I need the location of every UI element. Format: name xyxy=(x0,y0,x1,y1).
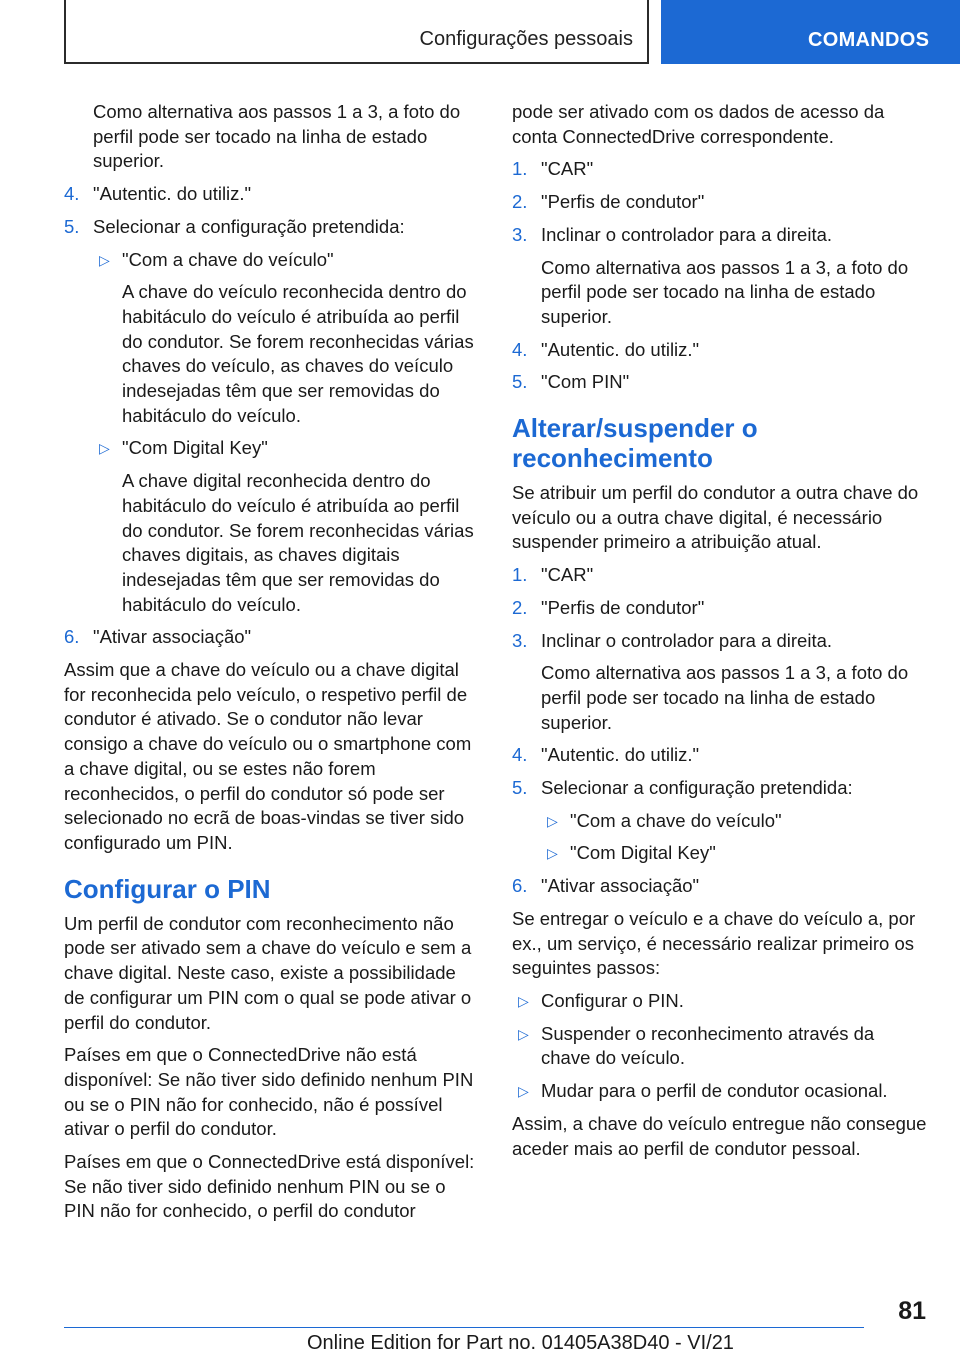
header-section-box xyxy=(64,0,649,64)
step-2: 2. "Perfis de condutor" xyxy=(512,596,705,618)
paragraph: Países em que o ConnectedDrive não está disponível: Se não tiver sido definido nenhum PIN ou se o PIN não for conhecido, não é possível ativar o perfil do condutor. xyxy=(64,1044,474,1140)
triangle-bullet-icon: ▷ xyxy=(518,1025,529,1042)
step-4: 4. "Autentic. do utiliz." xyxy=(64,183,252,205)
section-title: Configurações pessoais xyxy=(419,28,633,50)
paragraph: Assim que a chave do veículo ou a chave digital for reconhecida pelo veículo, o respetivo perfil de condutor é ativado. Se o condutor não levar consigo a chave do veículo ou o smartphone com a chave digital, ou se estes não forem reconhecidos, o perfil do condutor só pode ser selecionado no ecrã de boas-vindas se tiver sido configurado um PIN. xyxy=(64,659,472,853)
left-column xyxy=(64,100,480,1232)
step-4: 4. "Autentic. do utiliz." xyxy=(512,744,700,766)
page-number: 81 xyxy=(898,1297,926,1325)
paragraph: Países em que o ConnectedDrive está disponível: Se não tiver sido definido nenhum PIN ou se o PIN não for conhecido, o perfil do condutor xyxy=(64,1151,475,1222)
step-1: 1. "CAR" xyxy=(512,564,594,586)
step-5: 5. Selecionar a configuração pretendida: xyxy=(512,777,853,799)
option-vehicle-key-desc: A chave do veículo reconhecida dentro do habitáculo do veículo é atribuída ao perfil do condutor. Se forem reconhecidas várias chaves do veículo, as chaves do veículo indesejadas têm que ser removidas do habitáculo do veículo. xyxy=(122,281,474,426)
option-vehicle-key: ▷ "Com a chave do veículo" xyxy=(541,809,928,834)
triangle-bullet-icon: ▷ xyxy=(99,251,110,268)
option-digital-key: ▷ "Com Digital Key" xyxy=(93,436,480,461)
chapter-title: COMANDOS xyxy=(808,29,930,51)
section-heading: Alterar/suspender o reconhecimento xyxy=(512,413,758,474)
paragraph: Assim, a chave do veículo entregue não consegue aceder mais ao perfil de condutor pessoal. xyxy=(512,1112,927,1159)
option-digital-key-desc: A chave digital reconhecida dentro do habitáculo do veículo é atribuída ao perfil do condutor. Se forem reconhecidas várias chaves digitais, as chaves digitais indesejadas têm que ser removidas do habitáculo do veículo. xyxy=(122,470,474,615)
paragraph: Se entregar o veículo e a chave do veículo a, por ex., um serviço, é necessário realizar primeiro os seguintes passos: xyxy=(512,907,916,979)
step-2: 2. "Perfis de condutor" xyxy=(512,191,705,213)
bullet-item: ▷ Configurar o PIN. xyxy=(512,989,928,1014)
step-3: 3. Inclinar o controlador para a direita. xyxy=(512,223,833,245)
option-digital-key: ▷ "Com Digital Key" xyxy=(541,841,928,866)
step-4: 4. "Autentic. do utiliz." xyxy=(512,338,700,360)
step-continuation: Como alternativa aos passos 1 a 3, a foto do perfil pode ser tocado na linha de estado superior. xyxy=(93,101,461,172)
bullet-item: ▷ Mudar para o perfil de condutor ocasional. xyxy=(512,1079,928,1104)
step-3: 3. Inclinar o controlador para a direita. xyxy=(512,629,833,651)
option-vehicle-key: ▷ "Com a chave do veículo" xyxy=(93,248,480,273)
step-6: 6. "Ativar associação" xyxy=(512,875,700,897)
footer-divider xyxy=(64,1327,864,1328)
step-continuation: Como alternativa aos passos 1 a 3, a foto do perfil pode ser tocado na linha de estado superior. xyxy=(541,662,909,733)
bullet-item: ▷ Suspender o reconhecimento através da chave do veículo. xyxy=(512,1022,928,1071)
triangle-bullet-icon: ▷ xyxy=(547,812,558,829)
right-column xyxy=(512,100,928,1169)
paragraph: pode ser ativado com os dados de acesso da conta ConnectedDrive correspondente. xyxy=(512,101,885,147)
step-6: 6. "Ativar associação" xyxy=(64,626,252,648)
step-1: 1. "CAR" xyxy=(512,158,594,180)
triangle-bullet-icon: ▷ xyxy=(518,1083,529,1100)
triangle-bullet-icon: ▷ xyxy=(547,845,558,862)
paragraph: Se atribuir um perfil do condutor a outra chave do veículo ou a outra chave digital, é necessário suspender primeiro a atribuição atual. xyxy=(512,482,919,553)
step-5: 5. Selecionar a configuração pretendida: xyxy=(64,215,405,237)
chapter-tab xyxy=(661,0,960,64)
section-heading: Configurar o PIN xyxy=(64,873,271,904)
paragraph: Um perfil de condutor com reconhecimento não pode ser ativado sem a chave do veículo e sem a chave digital. Neste caso, existe a possibilidade de configurar um PIN com o qual se pode ativar o perfil do condutor. xyxy=(64,912,472,1033)
footer-edition: Online Edition for Part no. 01405A38D40 - VI/21 xyxy=(307,1332,734,1354)
step-5: 5. "Com PIN" xyxy=(512,371,630,393)
triangle-bullet-icon: ▷ xyxy=(99,440,110,457)
triangle-bullet-icon: ▷ xyxy=(518,992,529,1009)
step-continuation: Como alternativa aos passos 1 a 3, a foto do perfil pode ser tocado na linha de estado superior. xyxy=(541,256,909,327)
